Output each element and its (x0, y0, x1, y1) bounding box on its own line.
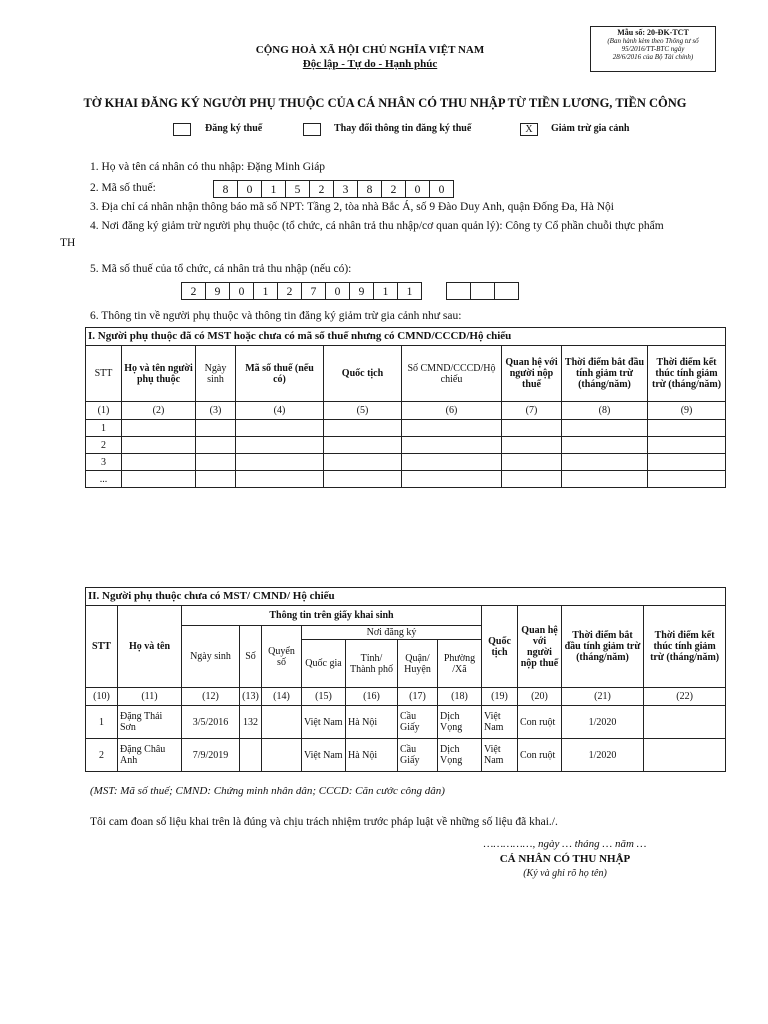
table-1-col-number: (5) (324, 402, 402, 420)
table-row (86, 420, 726, 437)
table-1-row-stt: ... (86, 471, 122, 488)
table-cell[interactable] (236, 454, 324, 471)
table-cell[interactable] (122, 471, 196, 488)
tax-code-digit[interactable]: 5 (285, 180, 310, 198)
table-2-ket-thuc[interactable] (644, 739, 726, 772)
table-2-quan[interactable]: Cầu Giấy (398, 706, 438, 739)
table-cell[interactable] (196, 471, 236, 488)
table-1-row-stt: 1 (86, 420, 122, 437)
table-1-header: Quan hệ với người nộp thuế (502, 346, 562, 402)
table-2-quan-he[interactable]: Con ruột (518, 706, 562, 739)
table-2-dob[interactable]: 7/9/2019 (182, 739, 240, 772)
table-2-bat-dau[interactable]: 1/2020 (562, 739, 644, 772)
table-2-stt: 1 (86, 706, 118, 739)
table-2-col-number: (21) (562, 688, 644, 706)
table-1-header: Thời điểm bắt đầu tính giảm trừ (tháng/năm) (562, 346, 648, 402)
table-2-col-number: (19) (482, 688, 518, 706)
table-2-header-stt: STT (86, 606, 118, 688)
table-1-row-stt: 2 (86, 437, 122, 454)
tax-code-digit[interactable]: 2 (381, 180, 406, 198)
table-cell[interactable] (236, 471, 324, 488)
taxpayer-name-line: 1. Họ và tên cá nhân có thu nhập: Đặng Minh Giáp (90, 161, 326, 173)
org-tax-code-digit[interactable]: 2 (181, 282, 206, 300)
deduction-place-line-cont: TH (60, 237, 76, 249)
form-code: Mẫu số: 20-ĐK-TCT (617, 28, 689, 37)
table-2-header-ket-thuc: Thời điểm kết thúc tính giảm trừ (tháng/năm) (644, 606, 726, 688)
table-cell[interactable] (196, 454, 236, 471)
table-cell[interactable] (402, 437, 502, 454)
signature-note: (Ký và ghi rõ họ tên) (523, 868, 607, 879)
table-1-header: Số CMND/CCCD/Hộ chiếu (402, 346, 502, 402)
table-cell[interactable] (402, 454, 502, 471)
table-2-header-birth-info: Thông tin trên giấy khai sinh (182, 606, 482, 626)
table-2-col-number: (18) (438, 688, 482, 706)
checkbox-dang-ky-thue[interactable] (173, 123, 191, 136)
table-row (86, 471, 726, 488)
table-2-quan[interactable]: Cầu Giấy (398, 739, 438, 772)
table-2-col-number: (16) (346, 688, 398, 706)
sign-date: ……………, ngày … tháng … năm … (483, 838, 647, 850)
tax-code-digit[interactable]: 0 (237, 180, 262, 198)
table-2-quyen[interactable] (262, 706, 302, 739)
signer-title: CÁ NHÂN CÓ THU NHẬP (499, 853, 631, 865)
table-1-col-number: (1) (86, 402, 122, 420)
tax-code-boxes (214, 180, 454, 198)
table-cell[interactable] (236, 437, 324, 454)
table-2-header-so: Số (240, 626, 262, 688)
table-2-phuong[interactable]: Dịch Vọng (438, 739, 482, 772)
table-2-col-number: (13) (240, 688, 262, 706)
table-1-col-number: (9) (648, 402, 726, 420)
table-cell[interactable] (562, 437, 648, 454)
table-2-quyen[interactable] (262, 739, 302, 772)
address-line: 3. Địa chỉ cá nhân nhận thông báo mã số NPT: Tầng 2, tòa nhà Bắc Á, số 9 Đào Duy Anh, quận Đống Đa, Hà Nội (90, 201, 614, 213)
table-2-title: II. Người phụ thuộc chưa có MST/ CMND/ Hộ chiếu (86, 588, 726, 606)
org-tax-code-digit[interactable]: 1 (397, 282, 422, 300)
table-row (86, 454, 726, 471)
table-2-col-number: (15) (302, 688, 346, 706)
table-2-header-quoc-gia: Quốc gia (302, 640, 346, 688)
option-label-dang-ky-thue: Đăng ký thuế (205, 123, 263, 134)
table-1-header: STT (86, 346, 122, 402)
tax-code-digit[interactable]: 2 (309, 180, 334, 198)
tax-code-digit[interactable]: 1 (261, 180, 286, 198)
table-row (86, 739, 726, 772)
table-cell[interactable] (648, 454, 726, 471)
org-tax-code-label: 5. Mã số thuế của tổ chức, cá nhân trả thu nhập (nếu có): (90, 263, 352, 275)
option-label-giam-tru-gia-canh: Giảm trừ gia cảnh (551, 123, 630, 134)
table-2-phuong[interactable]: Dịch Vọng (438, 706, 482, 739)
table-2-col-number: (20) (518, 688, 562, 706)
form-code-note-1: (Ban hành kèm theo Thông tư số (607, 37, 699, 45)
table-1-col-number: (4) (236, 402, 324, 420)
form-code-box (590, 26, 716, 72)
table-2-tinh[interactable]: Hà Nội (346, 739, 398, 772)
table-cell[interactable] (324, 471, 402, 488)
table-cell[interactable] (502, 420, 562, 437)
table-2-header-quan-he: Quan hệ với người nộp thuế (518, 606, 562, 688)
table-cell[interactable] (122, 420, 196, 437)
table-2-col-number: (22) (644, 688, 726, 706)
table-2-quoc-gia[interactable]: Việt Nam (302, 739, 346, 772)
org-tax-code-digit[interactable]: 7 (301, 282, 326, 300)
table-2-ket-thuc[interactable] (644, 706, 726, 739)
org-tax-code-digit[interactable]: 0 (325, 282, 350, 300)
checkbox-giam-tru-gia-canh[interactable]: X (520, 123, 538, 136)
table-cell[interactable] (648, 437, 726, 454)
table-1-col-number: (7) (502, 402, 562, 420)
table-cell[interactable] (402, 471, 502, 488)
table-cell[interactable] (648, 471, 726, 488)
table-2-header-quoc-tich: Quốc tịch (482, 606, 518, 688)
table-row (86, 437, 726, 454)
org-tax-code-extra-boxes (447, 282, 519, 300)
table-cell[interactable] (122, 454, 196, 471)
table-cell[interactable] (402, 420, 502, 437)
dependents-info-line: 6. Thông tin về người phụ thuộc và thông tin đăng ký giảm trừ gia cảnh như sau: (90, 310, 462, 322)
org-tax-code-extra-digit[interactable] (470, 282, 495, 300)
table-cell[interactable] (196, 420, 236, 437)
table-1-title: I. Người phụ thuộc đã có MST hoặc chưa có mã số thuế nhưng có CMND/CCCD/Hộ chiếu (86, 328, 726, 346)
table-2-quoc-gia[interactable]: Việt Nam (302, 706, 346, 739)
tax-code-label: 2. Mã số thuế: (90, 182, 156, 194)
table-cell[interactable] (502, 437, 562, 454)
table-2-so[interactable] (240, 739, 262, 772)
table-1-header: Mã số thuế (nếu có) (236, 346, 324, 402)
tax-code-digit[interactable]: 0 (429, 180, 454, 198)
checkbox-thay-doi-thong-tin[interactable] (303, 123, 321, 136)
table-2-header-dob: Ngày sinh (182, 626, 240, 688)
org-tax-code-digit[interactable]: 1 (253, 282, 278, 300)
table-2-name[interactable]: Đặng Thái Sơn (118, 706, 182, 739)
deduction-place-line: 4. Nơi đăng ký giảm trừ người phụ thuộc (tổ chức, cá nhân trả thu nhập/cơ quan quản lý): Công ty Cổ phần chuỗi thực phẩm (90, 220, 664, 232)
table-2-header-tinh: Tỉnh/ Thành phố (346, 640, 398, 688)
table-2-col-number: (12) (182, 688, 240, 706)
table-2-header-noi-dk: Nơi đăng ký (302, 626, 482, 640)
table-1-col-number: (6) (402, 402, 502, 420)
table-2-tinh[interactable]: Hà Nội (346, 706, 398, 739)
table-cell[interactable] (324, 437, 402, 454)
table-cell[interactable] (196, 437, 236, 454)
org-tax-code-extra-digit[interactable] (446, 282, 471, 300)
org-tax-code-digit[interactable]: 9 (205, 282, 230, 300)
table-cell[interactable] (324, 454, 402, 471)
table-2-header-quyen: Quyển số (262, 626, 302, 688)
table-1-header: Quốc tịch (324, 346, 402, 402)
org-tax-code-digit[interactable]: 2 (277, 282, 302, 300)
table-2-header-name: Họ và tên (118, 606, 182, 688)
option-label-thay-doi-thong-tin: Thay đổi thông tin đăng ký thuế (334, 123, 472, 134)
org-tax-code-extra-digit[interactable] (494, 282, 519, 300)
table-cell[interactable] (502, 471, 562, 488)
table-2-name[interactable]: Đặng Châu Anh (118, 739, 182, 772)
table-1-header: Thời điểm kết thúc tính giảm trừ (tháng/năm) (648, 346, 726, 402)
dependents-table-1 (85, 327, 726, 488)
table-2-header-phuong: Phường /Xã (438, 640, 482, 688)
form-code-note-3: 28/6/2016 của Bộ Tài chính) (612, 53, 694, 61)
tax-code-digit[interactable]: 8 (213, 180, 238, 198)
table-2-header-bat-dau: Thời điểm bắt đầu tính giảm trừ (tháng/năm) (562, 606, 644, 688)
table-1-row-stt: 3 (86, 454, 122, 471)
tax-code-digit[interactable]: 8 (357, 180, 382, 198)
org-tax-code-digit[interactable]: 9 (349, 282, 374, 300)
table-2-col-number: (14) (262, 688, 302, 706)
table-cell[interactable] (236, 420, 324, 437)
nation-motto: Độc lập - Tự do - Hạnh phúc (302, 58, 438, 70)
commitment-text: Tôi cam đoan số liệu khai trên là đúng và chịu trách nhiệm trước pháp luật về những số liệu đã khai./. (90, 816, 558, 828)
table-cell[interactable] (324, 420, 402, 437)
table-2-so[interactable]: 132 (240, 706, 262, 739)
table-cell[interactable] (562, 471, 648, 488)
nation-name: CỘNG HOÀ XÃ HỘI CHỦ NGHĨA VIỆT NAM (255, 44, 485, 56)
table-2-header-quan: Quận/ Huyện (398, 640, 438, 688)
tax-code-digit[interactable]: 3 (333, 180, 358, 198)
abbreviation-note: (MST: Mã số thuế; CMND: Chứng minh nhân dân; CCCD: Căn cước công dân) (90, 785, 445, 797)
table-2-quoc-tich[interactable]: Việt Nam (482, 739, 518, 772)
table-1-col-number: (8) (562, 402, 648, 420)
org-tax-code-boxes (182, 282, 422, 300)
table-2-bat-dau[interactable]: 1/2020 (562, 706, 644, 739)
org-tax-code-digit[interactable]: 0 (229, 282, 254, 300)
table-cell[interactable] (122, 437, 196, 454)
table-2-dob[interactable]: 3/5/2016 (182, 706, 240, 739)
table-cell[interactable] (502, 454, 562, 471)
table-cell[interactable] (562, 454, 648, 471)
org-tax-code-digit[interactable]: 1 (373, 282, 398, 300)
page-title: TỜ KHAI ĐĂNG KÝ NGƯỜI PHỤ THUỘC CỦA CÁ NHÂN CÓ THU NHẬP TỪ TIỀN LƯƠNG, TIỀN CÔNG (83, 96, 687, 110)
table-2-col-number: (17) (398, 688, 438, 706)
table-1-header: Ngày sinh (196, 346, 236, 402)
table-2-quoc-tich[interactable]: Việt Nam (482, 706, 518, 739)
form-code-note-2: 95/2016/TT-BTC ngày (621, 45, 685, 53)
table-2-col-number: (11) (118, 688, 182, 706)
table-1-header: Họ và tên người phụ thuộc (122, 346, 196, 402)
table-2-stt: 2 (86, 739, 118, 772)
table-1-col-number: (2) (122, 402, 196, 420)
tax-code-digit[interactable]: 0 (405, 180, 430, 198)
table-1-col-number: (3) (196, 402, 236, 420)
table-cell[interactable] (562, 420, 648, 437)
dependents-table-2 (85, 587, 726, 772)
table-2-col-number: (10) (86, 688, 118, 706)
table-cell[interactable] (648, 420, 726, 437)
table-2-quan-he[interactable]: Con ruột (518, 739, 562, 772)
table-row (86, 706, 726, 739)
